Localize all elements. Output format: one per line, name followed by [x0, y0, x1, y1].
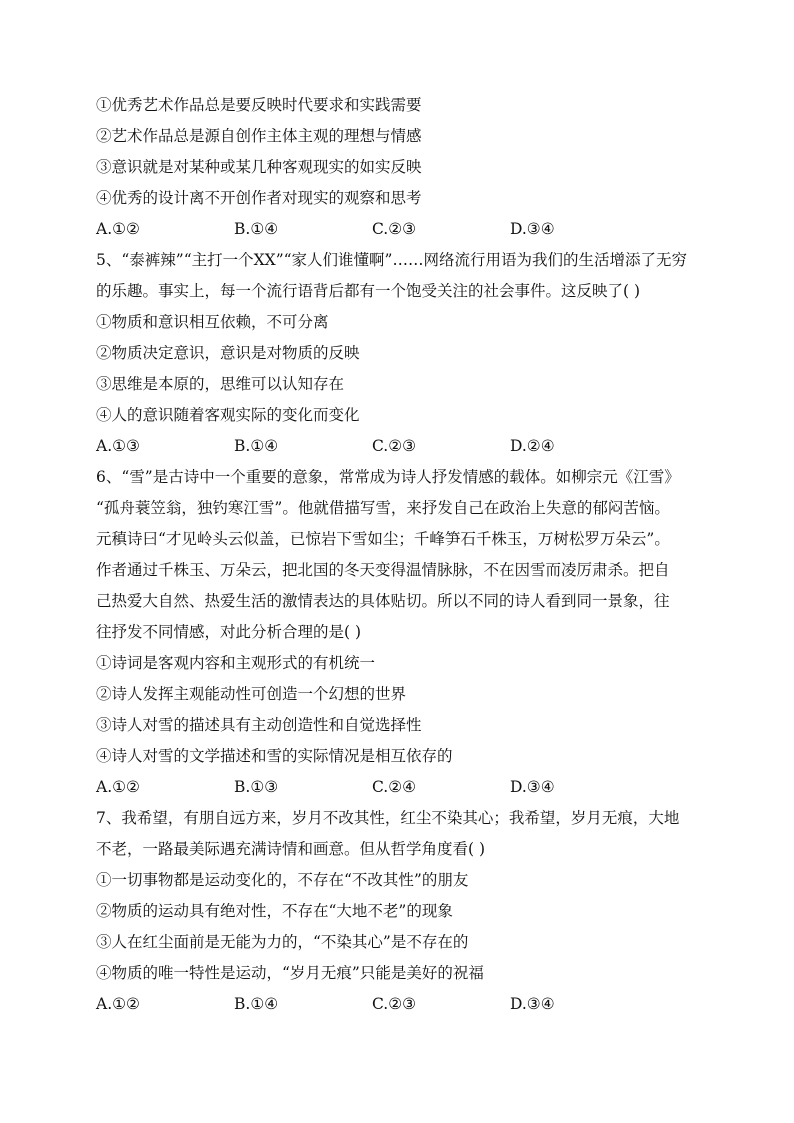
- option-a: A.①②: [96, 995, 140, 1013]
- question-stem-line: 7、我希望，有朋自远方来，岁月不改其性，红尘不染其心；我希望，岁月无痕，大地: [96, 809, 680, 827]
- statement-item: ③人在红尘面前是无能为力的，“不染其心”是不存在的: [96, 933, 469, 951]
- option-a: A.①②: [96, 778, 140, 796]
- question-6: [96, 462, 706, 803]
- exam-page: [96, 90, 706, 1020]
- question-stem-line: 不老，一路最美际遇充满诗情和画意。但从哲学角度看( ): [96, 840, 486, 858]
- question-stem-line: 己热爱大自然、热爱生活的激情表达的具体贴切。所以不同的诗人看到同一景象，往: [96, 592, 670, 610]
- statement-item: ②物质决定意识，意识是对物质的反映: [96, 344, 360, 362]
- statement-item: ①物质和意识相互依赖，不可分离: [96, 313, 329, 331]
- question-7: [96, 803, 706, 1020]
- question-stem-line: 元稹诗曰“才见岭头云似盖，已惊岩下雪如尘；千峰笋石千株玉，万树松罗万朵云”。: [96, 530, 670, 548]
- statement-item: ②诗人发挥主观能动性可创造一个幻想的世界: [96, 685, 407, 703]
- answer-options: [96, 772, 706, 803]
- answer-options: [96, 989, 706, 1020]
- option-d: D.③④: [510, 778, 555, 796]
- option-d: D.③④: [510, 995, 555, 1013]
- statement-item: ④诗人对雪的文学描述和雪的实际情况是相互依存的: [96, 747, 453, 765]
- option-b: B.①④: [234, 437, 279, 455]
- option-b: B.①④: [234, 220, 279, 238]
- statement-item: ①优秀艺术作品总是要反映时代要求和实践需要: [96, 96, 422, 114]
- statement-item: ④物质的唯一特性是运动，“岁月无痕”只能是美好的祝福: [96, 964, 484, 982]
- question-stem-line: 的乐趣。事实上，每一个流行语背后都有一个饱受关注的社会事件。这反映了( ): [96, 282, 641, 300]
- question-stem-line: 6、“雪”是古诗中一个重要的意象，常常成为诗人抒发情感的载体。如柳宗元《江雪》: [96, 468, 680, 486]
- option-b: B.①④: [234, 995, 279, 1013]
- statement-item: ①一切事物都是运动变化的，不存在“不改其性”的朋友: [96, 871, 469, 889]
- question-stem-line: 往抒发不同情感，对此分析合理的是( ): [96, 623, 362, 641]
- option-c: C.②③: [372, 995, 417, 1013]
- question-5: [96, 245, 706, 462]
- statement-item: ③意识就是对某种或某几种客观现实的如实反映: [96, 158, 422, 176]
- question-stem-line: 5、“泰裤辣”“主打一个XX”“家人们谁懂啊”……网络流行用语为我们的生活增添了无穷: [96, 251, 687, 269]
- statement-item: ②艺术作品总是源自创作主体主观的理想与情感: [96, 127, 422, 145]
- statement-item: ④人的意识随着客观实际的变化而变化: [96, 406, 360, 424]
- question-stem-line: “孤舟蓑笠翁，独钓寒江雪”。他就借描写雪，来抒发自己在政治上失意的郁闷苦恼。: [96, 499, 670, 517]
- question-4: [96, 90, 706, 245]
- option-d: D.②④: [510, 437, 555, 455]
- option-a: A.①③: [96, 437, 140, 455]
- statement-item: ③诗人对雪的描述具有主动创造性和自觉选择性: [96, 716, 422, 734]
- option-a: A.①②: [96, 220, 140, 238]
- option-b: B.①③: [234, 778, 279, 796]
- option-d: D.③④: [510, 220, 555, 238]
- statement-item: ④优秀的设计离不开创作者对现实的观察和思考: [96, 189, 422, 207]
- option-c: C.②③: [372, 220, 417, 238]
- answer-options: [96, 214, 706, 245]
- option-c: C.②④: [372, 778, 417, 796]
- option-c: C.②③: [372, 437, 417, 455]
- answer-options: [96, 431, 706, 462]
- question-stem-line: 作者通过千株玉、万朵云，把北国的冬天变得温情脉脉，不在因雪而凌厉肃杀。把自: [96, 561, 670, 579]
- statement-item: ①诗词是客观内容和主观形式的有机统一: [96, 654, 376, 672]
- statement-item: ②物质的运动具有绝对性，不存在“大地不老”的现象: [96, 902, 453, 920]
- statement-item: ③思维是本原的，思维可以认知存在: [96, 375, 345, 393]
